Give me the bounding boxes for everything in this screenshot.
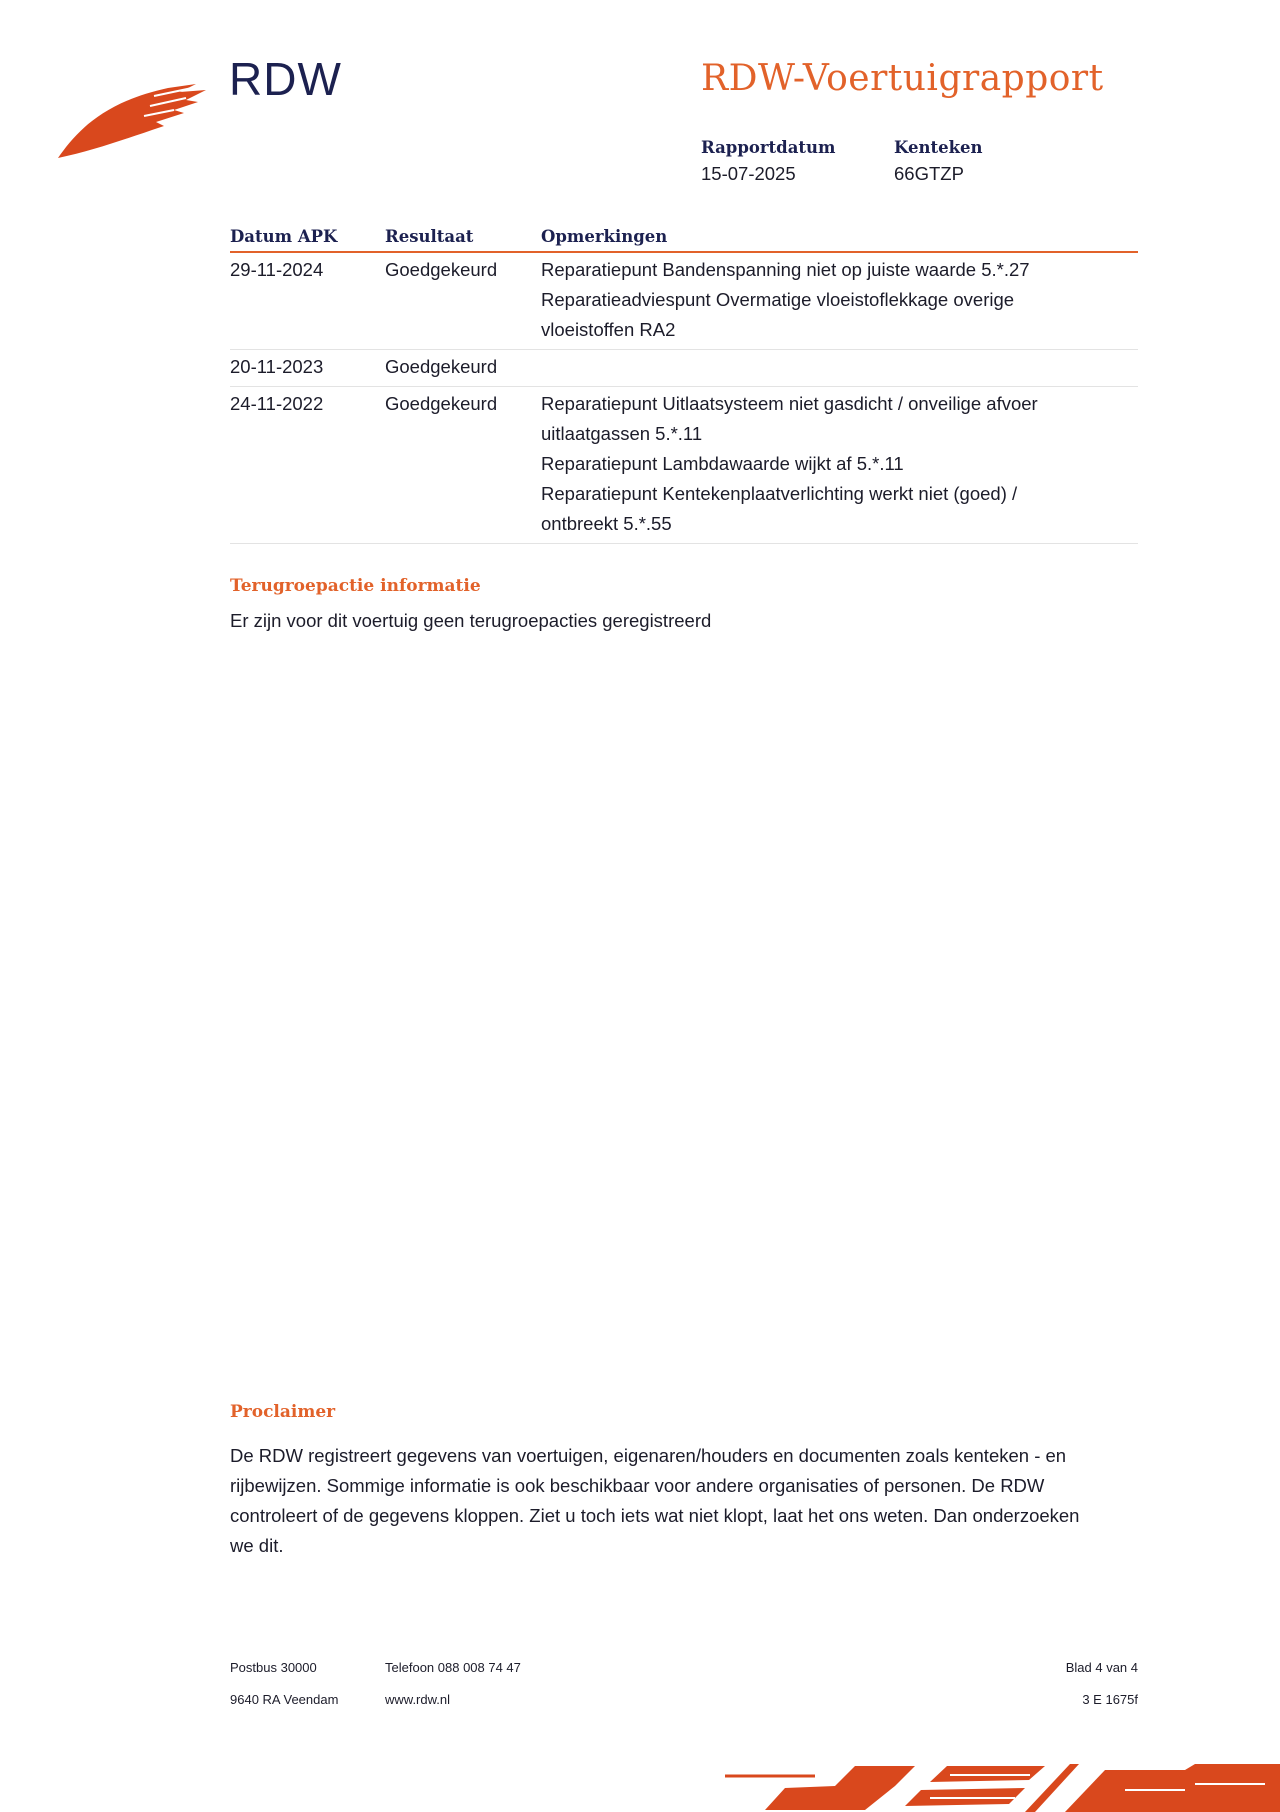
recall-text: Er zijn voor dit voertuig geen terugroepacties geregistreerd xyxy=(230,610,712,631)
proclaimer-text xyxy=(230,1441,1130,1561)
plate-label: Kenteken xyxy=(894,138,983,157)
apk-remark-line: Reparatiepunt Kentekenplaatverlichting werkt niet (goed) / xyxy=(541,483,1018,504)
footer-city: 9640 RA Veendam xyxy=(230,1692,339,1707)
report-title: RDW-Voertuigrapport xyxy=(701,58,1104,99)
apk-result: Goedgekeurd xyxy=(385,393,498,414)
footer-page-info xyxy=(1066,1652,1138,1716)
report-date-value: 15-07-2025 xyxy=(701,163,796,184)
column-header-remarks: Opmerkingen xyxy=(541,227,668,246)
apk-remark-line: Reparatiepunt Lambdawaarde wijkt af 5.*.11 xyxy=(541,453,904,474)
apk-remark-line: Reparatiepunt Bandenspanning niet op juiste waarde 5.*.27 xyxy=(541,259,1030,280)
apk-remarks xyxy=(541,389,1101,539)
apk-remarks xyxy=(541,352,1101,382)
apk-result: Goedgekeurd xyxy=(385,259,498,280)
plate-value: 66GTZP xyxy=(894,163,964,184)
apk-result: Goedgekeurd xyxy=(385,356,498,377)
apk-date: 24-11-2022 xyxy=(230,393,324,414)
proclaimer-line: rijbewijzen. Sommige informatie is ook beschikbaar voor andere organisaties of personen. De RDW xyxy=(230,1475,1045,1496)
footer-phone: Telefoon 088 008 74 47 xyxy=(385,1660,521,1675)
brand-name: RDW xyxy=(229,53,342,105)
report-date-block xyxy=(701,138,835,185)
apk-table xyxy=(230,224,1138,544)
apk-date: 20-11-2023 xyxy=(230,356,324,377)
table-row xyxy=(230,387,1138,544)
decorative-stripes-icon xyxy=(725,1760,1280,1812)
footer-website-link[interactable]: www.rdw.nl xyxy=(385,1692,451,1707)
footer-page-number: Blad 4 van 4 xyxy=(1065,1660,1138,1675)
apk-remark-line: Reparatieadviespunt Overmatige vloeistoflekkage overige xyxy=(541,289,1015,310)
proclaimer-line: controleert of de gegevens kloppen. Ziet u toch iets wat niet klopt, laat het ons weten. Dan onderzoeken xyxy=(230,1505,1080,1526)
plate-block xyxy=(894,138,983,185)
recall-heading: Terugroepactie informatie xyxy=(230,576,481,596)
footer-contact xyxy=(385,1652,521,1716)
proclaimer-line: De RDW registreert gegevens van voertuigen, eigenaren/houders en documenten zoals kenteken - en xyxy=(230,1445,1067,1466)
footer-address xyxy=(230,1652,338,1716)
apk-table-body xyxy=(230,253,1138,544)
apk-remark-line: vloeistoffen RA2 xyxy=(541,319,676,340)
table-row xyxy=(230,350,1138,387)
proclaimer-heading: Proclaimer xyxy=(230,1402,336,1422)
apk-remark-line: Reparatiepunt Uitlaatsysteem niet gasdicht / onveilige afvoer xyxy=(541,393,1038,414)
table-row xyxy=(230,253,1138,350)
column-header-date: Datum APK xyxy=(230,227,338,246)
footer-postbus: Postbus 30000 xyxy=(230,1660,317,1675)
report-date-label: Rapportdatum xyxy=(701,138,836,157)
column-header-result: Resultaat xyxy=(385,227,474,246)
apk-remarks xyxy=(541,255,1101,345)
apk-date: 29-11-2024 xyxy=(230,259,324,280)
footer-doc-code: 3 E 1675f xyxy=(1082,1692,1138,1707)
rdw-logo-icon xyxy=(58,82,208,160)
apk-table-header xyxy=(230,224,1138,253)
proclaimer-line: we dit. xyxy=(230,1535,284,1556)
apk-remark-line: uitlaatgassen 5.*.11 xyxy=(541,423,703,444)
apk-remark-line: ontbreekt 5.*.55 xyxy=(541,513,672,534)
